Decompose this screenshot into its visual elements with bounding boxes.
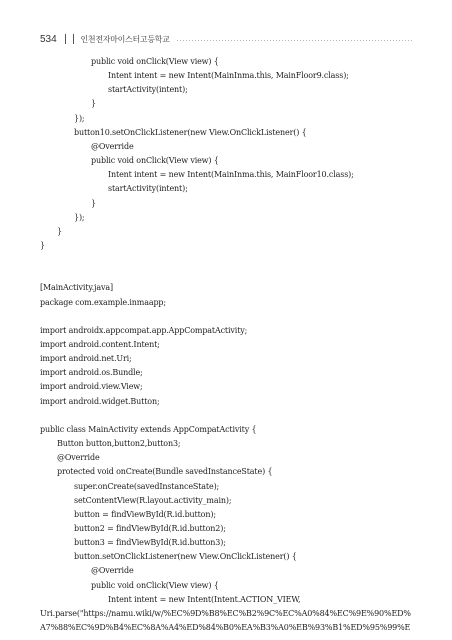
code-line: button3 = findViewById(R.id.button3); [74, 538, 226, 548]
code-listing [0, 55, 452, 640]
code-line: } [57, 226, 62, 236]
code-line: } [91, 198, 96, 208]
header-separator [73, 34, 74, 44]
code-line: }); [74, 113, 85, 123]
code-line: startActivity(intent); [108, 184, 188, 194]
code-line: @Override [91, 566, 134, 576]
code-line: A7%88%EC%9D%B4%EC%8A%A4%ED%84%B0%EA%B3%A0%EB%93%B1%ED%95%99%E [40, 623, 411, 632]
code-line: }); [74, 212, 85, 222]
code-line: import android.os.Bundle; [40, 368, 143, 378]
code-line: import androidx.appcompat.app.AppCompatActivity; [40, 325, 248, 335]
code-line: @Override [57, 453, 100, 463]
header-separator [65, 34, 66, 44]
code-line: import android.content.Intent; [40, 340, 160, 349]
code-line: Uri.parse("https://namu.wiki/w/%EC%9D%B8%EC%B2%9C%EC%A0%84%EC%9E%90%ED% [40, 608, 411, 618]
code-line: button = findViewById(R.id.button); [74, 509, 216, 519]
code-line: public void onClick(View view) { [91, 156, 219, 166]
code-line: button.setOnClickListener(new View.OnClickListener() { [74, 552, 297, 562]
code-line: Intent intent = new Intent(MainInma.this, MainFloor9.class); [108, 71, 349, 81]
page-number: 534 [40, 33, 57, 45]
code-line: import android.view.View; [40, 382, 143, 392]
code-line: import android.net.Uri; [40, 354, 132, 364]
code-line: package com.example.inmaapp; [40, 297, 166, 307]
code-line: public void onClick(View view) { [91, 57, 219, 66]
code-line: button2 = findViewById(R.id.button2); [74, 523, 226, 533]
code-line: Intent intent = new Intent(Intent.ACTION_VIEW, [108, 594, 301, 604]
code-line: [MainActivity.java] [40, 283, 113, 293]
code-line: super.onCreate(savedInstanceState); [74, 481, 220, 491]
code-line: } [40, 240, 45, 250]
code-line: public void onClick(View view) { [91, 580, 219, 590]
code-line: button10.setOnClickListener(new View.OnClickListener() { [74, 127, 307, 137]
code-line: public class MainActivity extends AppCompatActivity { [40, 424, 257, 434]
code-line: import android.widget.Button; [40, 396, 160, 406]
code-line: Intent intent = new Intent(MainInma.this, MainFloor10.class); [108, 170, 354, 180]
book-title: 인천전자마이스터고등학교 [80, 34, 170, 44]
header-dotted-rule [176, 40, 412, 41]
code-line: protected void onCreate(Bundle savedInstanceState) { [57, 467, 273, 477]
code-line: Button button,button2,button3; [57, 439, 181, 449]
page-header [40, 32, 412, 46]
code-line: @Override [91, 141, 134, 151]
code-line: setContentView(R.layout.activity_main); [74, 495, 232, 505]
code-line: startActivity(intent); [108, 85, 188, 95]
code-line: } [91, 99, 96, 109]
